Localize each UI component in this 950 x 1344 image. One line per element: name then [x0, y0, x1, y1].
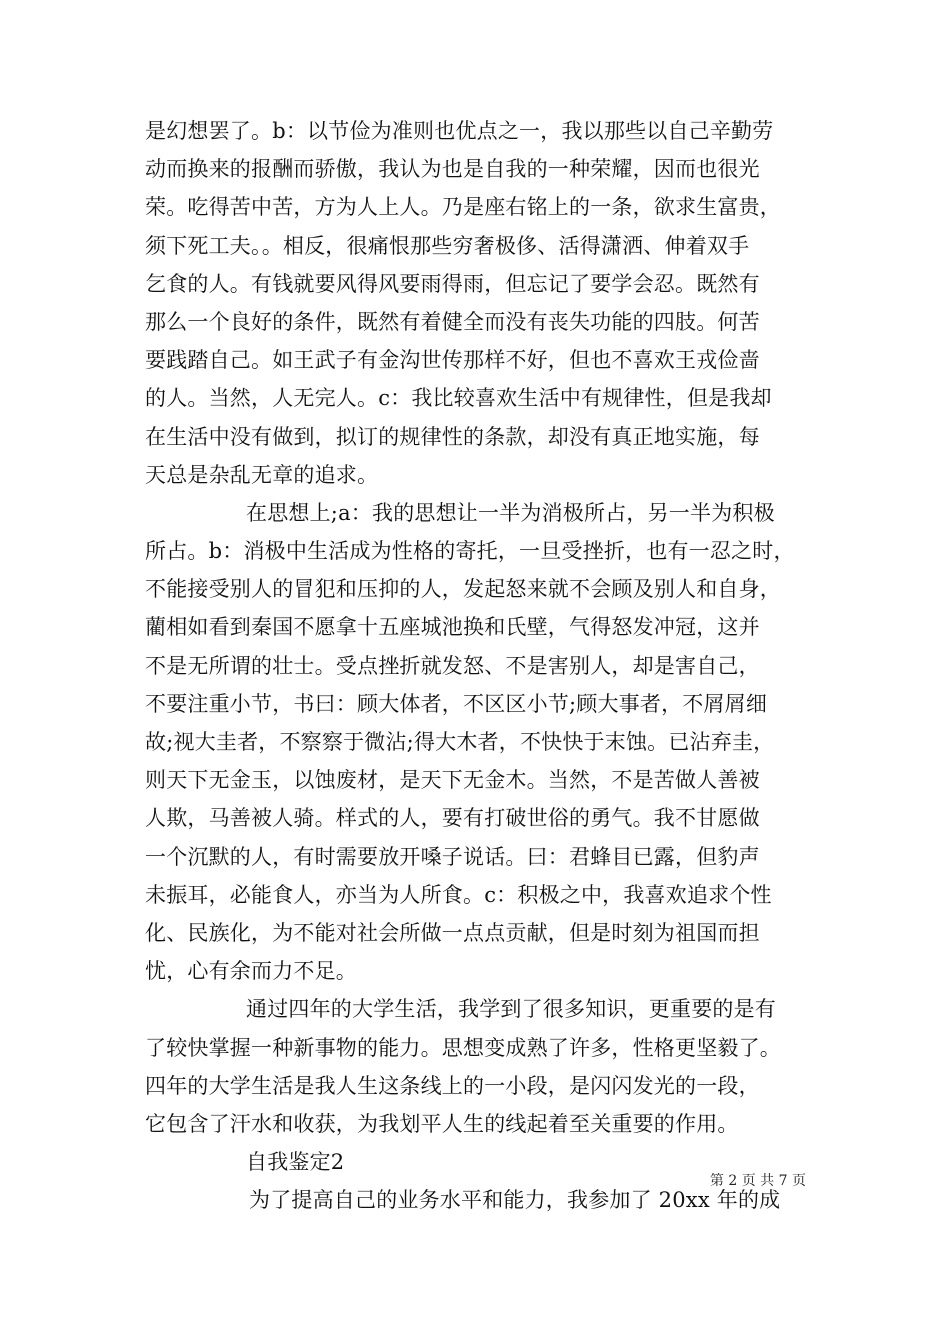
- body-line: 不要注重小节，书曰：顾大体者，不区区小节;顾大事者，不屑屑细: [145, 691, 768, 716]
- body-line: 四年的大学生活是我人生这条线上的一小段，是闪闪发光的一段，: [145, 1073, 760, 1098]
- body-line: 故;视大圭者，不察察于微沾;得大木者，不快快于末蚀。已沾弃圭，: [145, 730, 775, 754]
- body-line: 忧，心有余而力不足。: [145, 959, 357, 984]
- body-line: 不是无所谓的壮士。受点挫折就发怒、不是害别人，却是害自己，: [145, 653, 760, 678]
- body-line: 则天下无金玉，以蚀废材，是天下无金木。当然，不是苦做人善被: [145, 768, 760, 793]
- body-line: 它包含了汗水和收获，为我划平人生的线起着至关重要的作用。: [145, 1111, 739, 1136]
- body-line: 荣。吃得苦中苦，方为人上人。乃是座右铭上的一条，欲求生富贵，: [145, 195, 781, 220]
- body-line: 天总是杂乱无章的追求。: [145, 462, 379, 487]
- body-line: 未振耳，必能食人，亦当为人所食。c：积极之中，我喜欢追求个性: [145, 882, 772, 907]
- body-line: 化、民族化，为不能对社会所做一点点贡献，但是时刻为祖国而担: [145, 920, 760, 945]
- body-line: 的人。当然，人无完人。c：我比较喜欢生活中有规律性，但是我却: [145, 386, 772, 411]
- body-line: 了较快掌握一种新事物的能力。思想变成熟了许多，性格更坚毅了。: [145, 1035, 781, 1060]
- body-line: 在生活中没有做到，拟订的规律性的条款，却没有真正地实施，每: [145, 424, 760, 449]
- document-body: [145, 112, 810, 1219]
- body-line: 动而换来的报酬而骄傲，我认为也是自我的一种荣耀，因而也很光: [145, 157, 760, 182]
- body-line: 藺相如看到秦国不愿拿十五座城池换和氏壁，气得怒发冲冠，这并: [145, 615, 760, 640]
- paragraph-start-line: 为了提高自己的业务水平和能力，我参加了 20xx 年的成: [249, 1188, 781, 1213]
- section-heading: 自我鉴定2: [246, 1150, 345, 1175]
- body-line: 所占。b：消极中生活成为性格的寄托，一旦受挫折，也有一忍之时，: [145, 539, 795, 564]
- body-line: 须下死工夫。。相反，很痛恨那些穷奢极侈、活得潇洒、伸着双手: [145, 233, 750, 258]
- paragraph-start-line: 在思想上;a：我的思想让一半为消极所占，另一半为积极: [246, 500, 775, 525]
- body-line: 乞食的人。有钱就要风得风要雨得雨，但忘记了要学会忍。既然有: [145, 271, 760, 296]
- body-line: 一个沉默的人，有时需要放开嗓子说话。曰：君蜂目已露，但豹声: [145, 844, 760, 869]
- page-number-footer: 第 2 页 共 7 页: [709, 1173, 806, 1189]
- paragraph-start-line: 通过四年的大学生活，我学到了很多知识，更重要的是有: [246, 997, 776, 1022]
- body-line: 要践踏自己。如王武子有金沟世传那样不好，但也不喜欢王戎俭啬: [145, 348, 760, 373]
- body-line: 那么一个良好的条件，既然有着健全而没有丧失功能的四肢。何苦: [145, 309, 760, 334]
- body-line: 不能接受别人的冒犯和压抑的人，发起怒来就不会顾及别人和自身，: [145, 577, 781, 602]
- body-line: 是幻想罢了。b：以节俭为准则也优点之一，我以那些以自己辛勤劳: [145, 119, 774, 143]
- body-line: 人欺，马善被人骑。样式的人，要有打破世俗的勇气。我不甘愿做: [145, 806, 760, 831]
